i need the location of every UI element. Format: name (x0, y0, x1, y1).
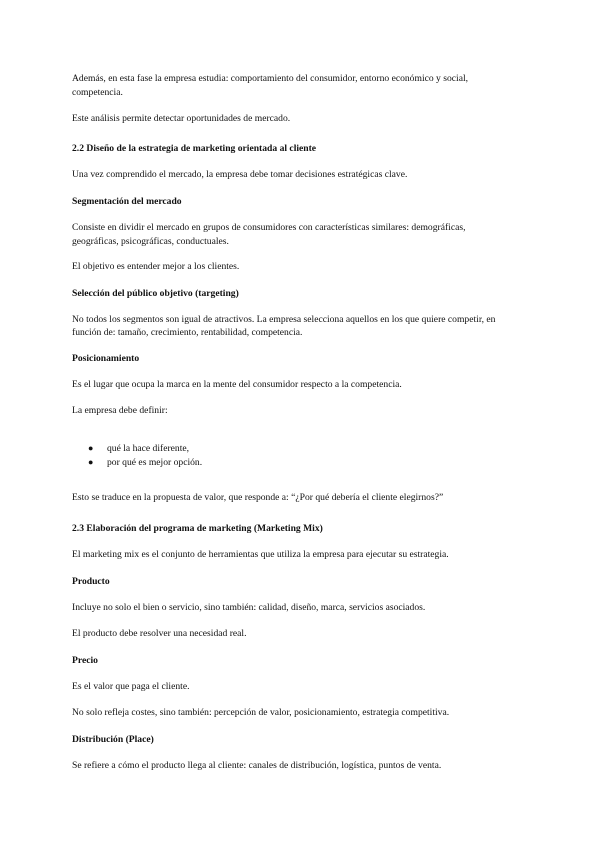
bullet-dot: ● (88, 443, 94, 453)
targeting-heading: Selección del público objetivo (targeting) (72, 288, 239, 299)
precio-paragraph-2: No solo refleja costes, sino también: percepción de valor, posicionamiento, estrategia competitiva. (72, 707, 450, 718)
section-2-3-heading: 2.3 Elaboración del programa de marketing (Marketing Mix) (72, 523, 323, 534)
producto-paragraph-2: El producto debe resolver una necesidad real. (72, 628, 247, 639)
posicionamiento-paragraph-2: La empresa debe definir: (72, 405, 168, 416)
precio-heading: Precio (72, 655, 98, 666)
posicionamiento-heading: Posicionamiento (72, 353, 140, 364)
bullet-item: por qué es mejor opción. (107, 457, 203, 468)
segmentacion-paragraph-2: El objetivo es entender mejor a los clientes. (72, 261, 240, 272)
intro-paragraph-line-2: competencia. (72, 87, 123, 98)
section-2-3-paragraph: El marketing mix es el conjunto de herramientas que utiliza la empresa para ejecutar su estrategia. (72, 549, 449, 560)
section-2-2-paragraph: Una vez comprendido el mercado, la empresa debe tomar decisiones estratégicas clave. (72, 169, 408, 180)
targeting-paragraph-line-1: No todos los segmentos son igual de atractivos. La empresa selecciona aquellos en los que quiere competir, en (72, 314, 496, 325)
propuesta-valor-paragraph: Esto se traduce en la propuesta de valor, que responde a: “¿Por qué debería el cliente elegirnos?” (72, 492, 444, 503)
producto-heading: Producto (72, 576, 110, 587)
distribucion-paragraph: Se refiere a cómo el producto llega al cliente: canales de distribución, logística, puntos de venta. (72, 760, 442, 771)
intro-paragraph-line-1: Además, en esta fase la empresa estudia: comportamiento del consumidor, entorno económico y social, (72, 73, 469, 84)
distribucion-heading: Distribución (Place) (72, 734, 154, 745)
bullet-item: qué la hace diferente, (107, 443, 190, 454)
producto-paragraph-1: Incluye no solo el bien o servicio, sino también: calidad, diseño, marca, servicios asociados. (72, 602, 426, 613)
segmentacion-paragraph-line-2: geográficas, psicográficas, conductuales. (72, 236, 229, 247)
intro-paragraph-2: Este análisis permite detectar oportunidades de mercado. (72, 113, 291, 124)
segmentacion-paragraph-line-1: Consiste en dividir el mercado en grupos de consumidores con características similares: demográficas, (72, 222, 466, 233)
targeting-paragraph-line-2: función de: tamaño, crecimiento, rentabilidad, competencia. (72, 327, 303, 338)
segmentacion-heading: Segmentación del mercado (72, 196, 182, 207)
bullet-dot: ● (88, 457, 94, 467)
precio-paragraph-1: Es el valor que paga el cliente. (72, 681, 190, 692)
section-2-2-heading: 2.2 Diseño de la estrategia de marketing orientada al cliente (72, 143, 317, 154)
posicionamiento-paragraph-1: Es el lugar que ocupa la marca en la mente del consumidor respecto a la competencia. (72, 379, 402, 390)
